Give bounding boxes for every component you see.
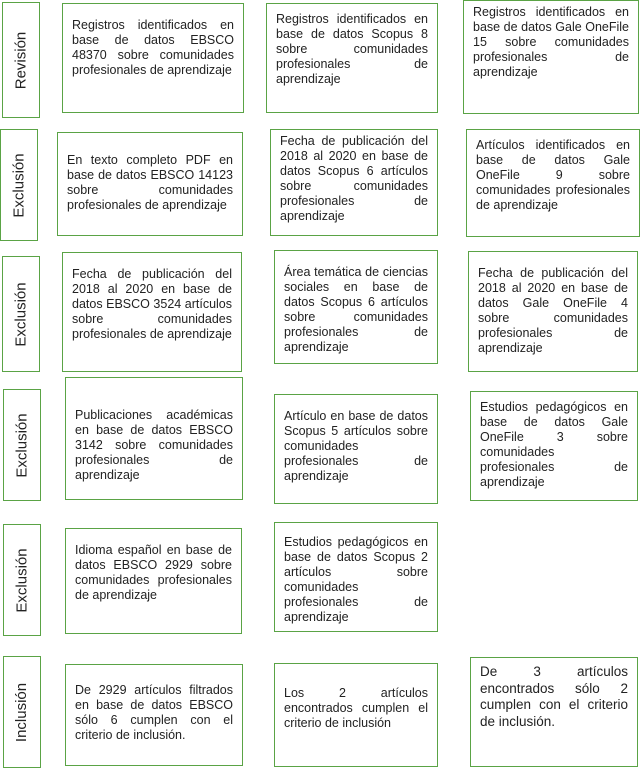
stage-label-exclusion-3 [3, 389, 41, 501]
box-gale-inclusion: De 3 artículos encontrados sólo 2 cumplen con el criterio de inclusión. [470, 657, 638, 767]
box-ebsco-exclusion-2: Fecha de publicación del 2018 al 2020 en base de datos EBSCO 3524 artículos sobre comunidades profesionales de aprendizaje [62, 252, 242, 372]
stage-label-text: Exclusión [13, 412, 31, 478]
stage-label-exclusion-4 [3, 524, 41, 636]
box-ebsco-exclusion-1: En texto completo PDF en base de datos EBSCO 14123 sobre comunidades profesionales de aprendizaje [57, 132, 243, 236]
stage-label-text: Exclusión [13, 547, 31, 613]
box-gale-exclusion-2: Fecha de publicación del 2018 al 2020 en base de datos Gale OneFile 4 sobre comunidades profesionales de aprendizaje [468, 251, 638, 372]
box-gale-exclusion-1: Artículos identificados en base de datos Gale OneFile 9 sobre comunidades profesionales de aprendizaje [466, 129, 640, 237]
box-ebsco-exclusion-3: Publicaciones académicas en base de datos EBSCO 3142 sobre comunidades profesionales de aprendizaje [65, 377, 243, 500]
stage-label-exclusion-2 [2, 256, 40, 372]
box-ebsco-revision: Registros identificados en base de datos EBSCO 48370 sobre comunidades profesionales de aprendizaje [62, 3, 244, 113]
stage-label-text: Revisión [12, 31, 30, 89]
stage-label-inclusion [3, 656, 41, 768]
box-ebsco-inclusion: De 2929 artículos filtrados en base de datos EBSCO sólo 6 cumplen con el criterio de inclusión. [65, 664, 243, 766]
stage-label-text: Exclusión [12, 281, 30, 347]
box-scopus-exclusion-3: Artículo en base de datos Scopus 5 artículos sobre comunidades profesionales de aprendizaje [274, 394, 438, 504]
box-gale-exclusion-3: Estudios pedagógicos en base de datos Gale OneFile 3 sobre comunidades profesionales de aprendizaje [470, 391, 638, 501]
stage-label-revision [2, 2, 40, 118]
stage-label-text: Exclusión [10, 152, 28, 218]
box-scopus-revision: Registros identificados en base de datos Scopus 8 sobre comunidades profesionales de aprendizaje [266, 3, 438, 113]
box-scopus-exclusion-1: Fecha de publicación del 2018 al 2020 en base de datos Scopus 6 artículos sobre comunidades profesionales de aprendizaje [270, 129, 438, 236]
stage-label-text: Inclusión [13, 682, 31, 742]
box-gale-revision: Registros identificados en base de datos Gale OneFile 15 sobre comunidades profesionales de aprendizaje [463, 0, 639, 114]
stage-label-exclusion-1 [0, 129, 38, 241]
box-scopus-exclusion-4: Estudios pedagógicos en base de datos Scopus 2 artículos sobre comunidades profesionales de aprendizaje [274, 522, 438, 632]
box-scopus-inclusion: Los 2 artículos encontrados cumplen el criterio de inclusión [274, 663, 438, 767]
box-scopus-exclusion-2: Área temática de ciencias sociales en base de datos Scopus 6 artículos sobre comunidades profesionales de aprendizaje [274, 250, 438, 364]
box-ebsco-exclusion-4: Idioma español en base de datos EBSCO 2929 sobre comunidades profesionales de aprendizaje [65, 528, 242, 634]
